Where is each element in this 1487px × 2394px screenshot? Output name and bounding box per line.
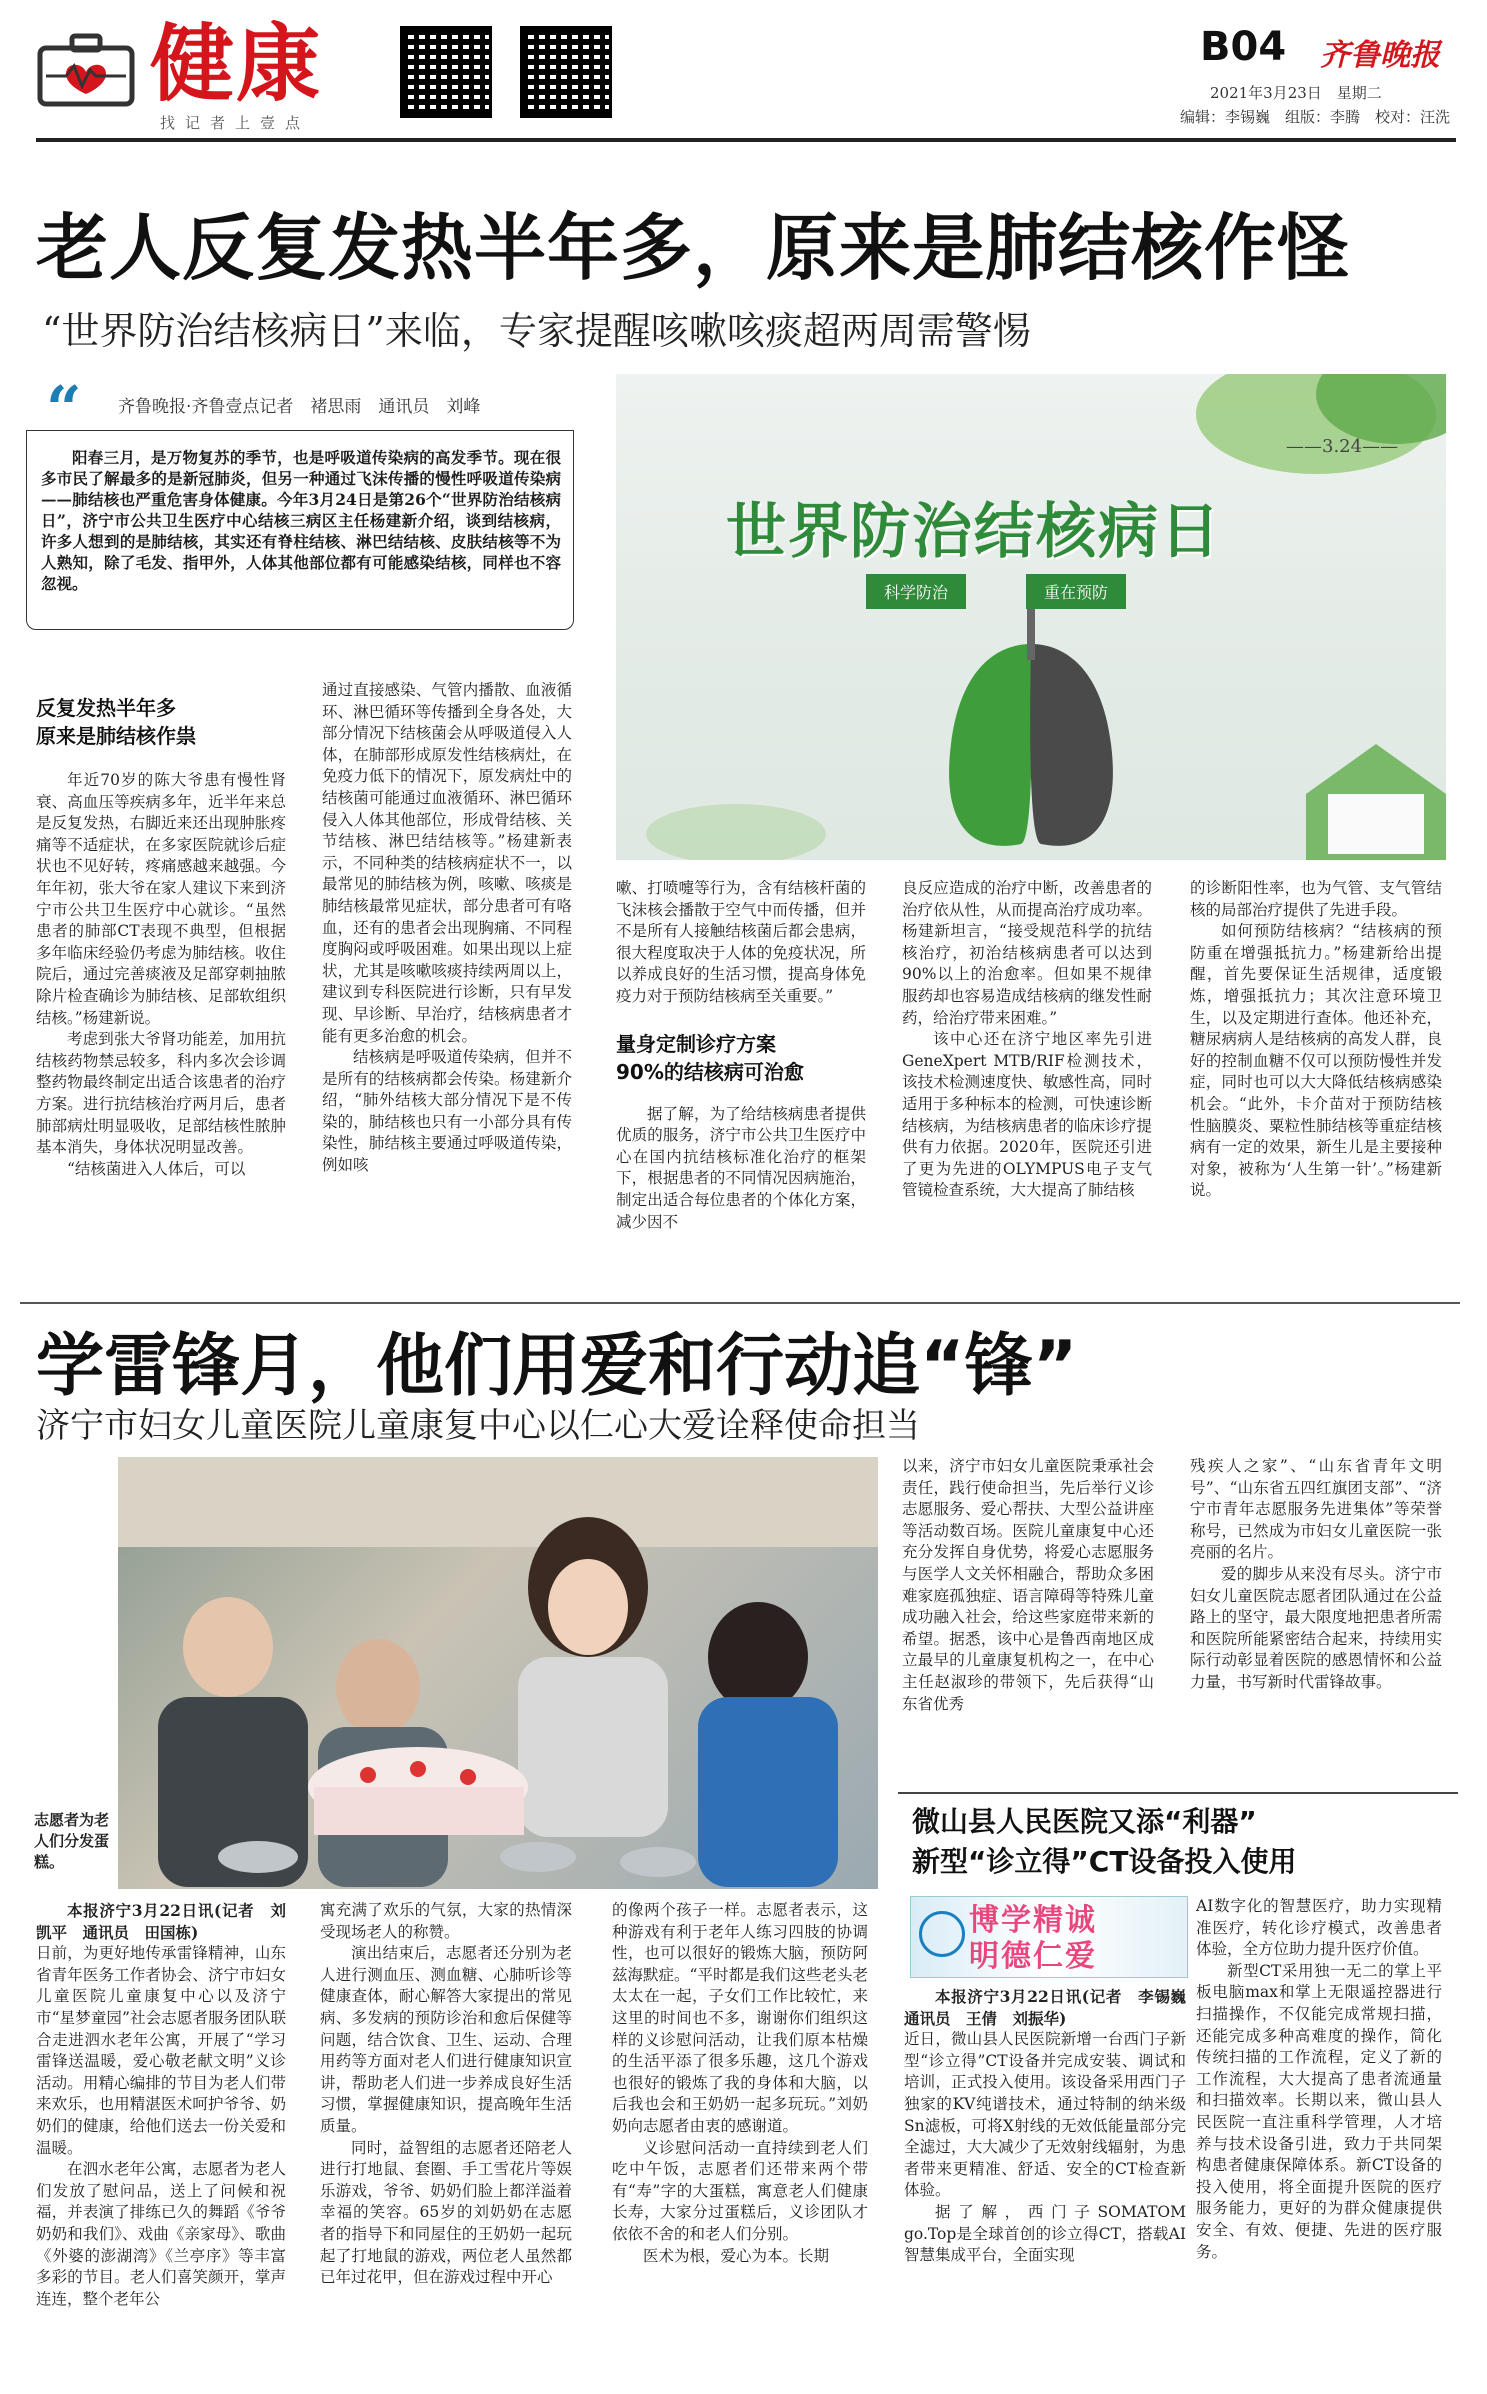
- paragraph: 该中心还在济宁地区率先引进GeneXpert MTB/RIF检测技术，该技术检测速度快、敏感性高，同时适用于多种标本的检测，可快速诊断结核病，为结核病患者的临床诊疗提供有力依据。2020年，医院还引进了更为先进的OLYMPUS电子支气管镜检查系统，大大提高了肺结核: [902, 1030, 1152, 1200]
- story3-headline: 微山县人民医院又添“利器” 新型“诊立得”CT设备投入使用: [912, 1805, 1297, 1878]
- paragraph: 年近70岁的陈大爷患有慢性肾衰、高血压等疾病多年，近半年来总是反复发热，右脚近来还出现肿胀疼痛等不适症状，在多家医院就诊后症状也不见好转，疼痛感越来越强。今年年初，张大爷在家人建议下来到济宁市公共卫生医疗中心就诊。“虽然患者的肺部CT表现不典型，但根据多年临床经验仍考虑为肺结核。收住院后，通过完善痰液及足部穿刺抽脓除片检查确诊为肺结核、足部软组织结核。”杨建新说。: [36, 771, 286, 1027]
- paragraph: 通过直接感染、气管内播散、血液循环、淋巴循环等传播到全身各处，大部分情况下结核菌会从呼吸道侵入人体，在肺部形成原发性结核病灶，在免疫力低下的情况下，原发病灶中的结核菌可能通过血液循环、淋巴循环侵入人体其他部位，形成骨结核、关节结核、淋巴结结核等。”杨建新表示，不同种类的结核病症状不一，以最常见的肺结核为例，咳嗽、咳痰是肺结核最常见症状，部分患者可有咯血，还有的患者会出现胸痛、不同程度胸闷或呼吸困难。如果出现以上症状，尤其是咳嗽咳痰持续两周以上，建议到专科医院进行诊断，只有早发现、早诊断、早治疗，结核病患者才能有更多治愈的机会。: [322, 681, 572, 1045]
- paragraph: 残疾人之家”、“山东省青年文明号”、“山东省五四红旗团支部”、“济宁市青年志愿服务先进集体”等荣誉称号，已然成为市妇女儿童医院一张亮丽的名片。: [1190, 1457, 1442, 1562]
- qr-code-icon[interactable]: [400, 26, 492, 118]
- page-number: B04: [1200, 24, 1287, 70]
- story3-dateline: 本报济宁3月22日讯(记者 李锡巍 通讯员 王倩 刘振华): [904, 1987, 1202, 2028]
- qr-code-icon[interactable]: [520, 26, 612, 118]
- section-title: 健康: [150, 15, 323, 113]
- story1-subheadline: “世界防治结核病日”来临，专家提醒咳嗽咳痰超两周需警惕: [42, 309, 1031, 353]
- story1-column-4: [902, 878, 1152, 1202]
- newspaper-name: 齐鲁晚报: [1320, 38, 1440, 73]
- hospital-sign-photo: [910, 1896, 1188, 1978]
- paragraph: 良反应造成的治疗中断，改善患者的治疗依从性，从而提高治疗成功率。杨建新坦言，“接受规范科学的抗结核治疗，初治结核病患者可以达到90%以上的治愈率。但如果不规律服药却也容易造成结核病的继发性耐药，给治疗带来困难。”: [902, 879, 1152, 1027]
- story-divider: [898, 1792, 1458, 1794]
- hospital-motto: 博学精诚 明德仁爱: [969, 1903, 1097, 1974]
- hero-tag-prevention: 科学防治: [866, 574, 966, 609]
- story1-lead: 阳春三月，是万物复苏的季节，也是呼吸道传染病的高发季节。现在很多市民了解最多的是新冠肺炎，但另一种通过飞沫传播的慢性呼吸道传染病——肺结核也严重危害身体健康。今年3月24日是第26个“世界防治结核病日”，济宁市公共卫生医疗中心结核三病区主任杨建新介绍，谈到结核病，许多人想到的是肺结核，其实还有脊柱结核、淋巴结结核、皮肤结核等不为人熟知，除了毛发、指甲外，人体其他部位都有可能感染结核，同样也不容忽视。: [26, 430, 574, 630]
- story3-column-2: [1196, 1896, 1442, 2263]
- story-divider: [20, 1302, 1460, 1304]
- paragraph: 的像两个孩子一样。志愿者表示，这种游戏有利于老年人练习四肢的协调性，也可以很好的锻炼大脑，预防阿兹海默症。“平时都是我们这些老头老太太在一起，子女们工作比较忙，来这里的时间也不多，谢谢你们组织这样的义诊慰问活动，让我们原本枯燥的生活平添了很多乐趣，这几个游戏也很好的锻炼了我的身体和大脑，以后我也会和王奶奶一起多玩玩。”刘奶奶向志愿者由衷的感谢道。: [612, 1901, 868, 2135]
- paragraph: 寓充满了欢乐的气氛，大家的热情深受现场老人的称赞。: [320, 1901, 572, 1941]
- volunteers-cake-photo: [118, 1457, 878, 1889]
- story2-column-2: [320, 1900, 572, 2289]
- paragraph: “结核菌进入人体后，可以: [67, 1159, 246, 1178]
- editor-credits: 编辑：李锡巍 组版：李腾 校对：汪洗: [1180, 108, 1451, 126]
- hospital-logo-icon: [919, 1911, 965, 1957]
- story1-column-3: [616, 878, 866, 1233]
- photo-caption: 志愿者为老人们分发蛋糕。: [34, 1811, 110, 1871]
- hero-date: ——3.24——: [1286, 436, 1399, 457]
- story2-column-3: [612, 1900, 868, 2267]
- paragraph: 在泗水老年公寓，志愿者为老人们发放了慰问品，送上了问候和祝福，并表演了排练已久的舞蹈《爷爷奶奶和我们》、戏曲《亲家母》、歌曲《外婆的澎湖湾》《兰亭序》等丰富多彩的节目。老人们喜笑颜开，掌声连连，整个老年公: [36, 2160, 286, 2308]
- paragraph: 爱的脚步从来没有尽头。济宁市妇女儿童医院志愿者团队通过在公益路上的坚守，最大限度地把患者所需和医院所能紧密结合起来，持续用实际行动彰显着医院的感恩情怀和公益力量，书写新时代雷锋故事。: [1190, 1564, 1442, 1691]
- paragraph: 近日，微山县人民医院新增一台西门子新型“诊立得”CT设备并完成安装、调试和培训，正式投入使用。该设备采用西门子独家的KV纯谱技术，通过特制的纳米级Sn滤板，可将X射线的无效低能量部分完全滤过，大大减少了无效射线辐射，为患者带来更精准、舒适、安全的CT检查新体验。: [904, 2030, 1186, 2200]
- paragraph: 的诊断阳性率，也为气管、支气管结核的局部治疗提供了先进手段。: [1190, 879, 1442, 919]
- story1-column-5: [1190, 878, 1442, 1202]
- issue-date: 2021年3月23日 星期二: [1210, 84, 1382, 102]
- paragraph: 嗽、打喷嚏等行为，含有结核杆菌的飞沫核会播散于空气中而传播，但并不是所有人接触结核菌后都会患病，很大程度取决于人体的免疫状况，所以养成良好的生活习惯，提高身体免疫力对于预防结核病至关重要。”: [616, 879, 866, 1005]
- story2-dateline: 本报济宁3月22日讯(记者 刘凯平 通讯员 田国栋): [36, 1901, 286, 1942]
- hero-title: 世界防治结核病日: [726, 497, 1222, 567]
- paragraph: 演出结束后，志愿者还分别为老人进行测血压、测血糖、心肺听诊等健康查体，耐心解答大家提出的常见病、多发病的预防诊治和愈后保健等问题，结合饮食、卫生、运动、合理用药等方面对老人们进行健康知识宣讲，帮助老人们进一步养成良好生活习惯，掌握健康知识，提高晚年生活质量。: [320, 1944, 572, 2135]
- paragraph: 以来，济宁市妇女儿童医院秉承社会责任，践行使命担当，先后举行义诊志愿服务、爱心帮扶、大型公益讲座等活动数百场。医院儿童康复中心还充分发挥自身优势，将爱心志愿服务与医学人文关怀相融合，帮助众多困难家庭孤独症、语言障碍等特殊儿童成功融入社会，给这些家庭带来新的希望。据悉，该中心是鲁西南地区成立最早的儿童康复机构之一，在中心主任赵淑珍的带领下，先后获得“山东省优秀: [902, 1457, 1154, 1713]
- story2-subheadline: 济宁市妇女儿童医院儿童康复中心以仁心大爱诠释使命担当: [36, 1406, 920, 1446]
- health-logo-icon: [36, 30, 136, 108]
- paragraph: AI数字化的智慧医疗，助力实现精准医疗，转化诊疗模式，改善患者体验，全方位助力提升医疗价值。: [1196, 1897, 1442, 1959]
- story2-headline: 学雷锋月，他们用爱和行动追“锋”: [36, 1327, 1078, 1406]
- story1-headline: 老人反复发热半年多，原来是肺结核作怪: [36, 206, 1351, 290]
- story1-subhead-1: 反复发热半年多 原来是肺结核作祟: [36, 696, 196, 748]
- paragraph: 医术为根，爱心为本。长期: [643, 2246, 830, 2265]
- photo-illustration: [118, 1457, 878, 1889]
- story1-column-1: [36, 694, 286, 1180]
- story2-column-1: [36, 1900, 286, 2310]
- header-divider: [36, 138, 1456, 142]
- story3-column-1: [904, 1986, 1202, 2267]
- story2-column-5: [1190, 1456, 1442, 1694]
- paragraph: 义诊慰问活动一直持续到老人们吃中午饭，志愿者们还带来两个带有“寿”字的大蛋糕，寓意老人们健康长寿，大家分过蛋糕后，义诊团队才依依不舍的和老人们分别。: [612, 2138, 868, 2243]
- hero-tag-focus: 重在预防: [1026, 574, 1126, 609]
- paragraph: 日前，为更好地传承雷锋精神，山东省青年医务工作者协会、济宁市妇女儿童医院儿童康复中心以及济宁市“星梦童园”社会志愿者服务团队联合走进泗水老年公寓，开展了“学习雷锋送温暖，爱心敬老献文明”义诊活动。用精心编排的节目为老人们带来欢乐，也用精湛医术呵护爷爷、奶奶们的健康，给他们送去一份关爱和温暖。: [36, 1944, 286, 2157]
- paragraph: 考虑到张大爷肾功能差，加用抗结核药物禁忌较多，科内多次会诊调整药物最终制定出适合该患者的治疗方案。进行抗结核治疗两月后，患者肺部病灶明显吸收，足部结核性脓肿基本消失，身体状况明显改善。: [36, 1030, 286, 1157]
- story2-column-4: [902, 1456, 1154, 1715]
- paragraph: 如何预防结核病？“结核病的预防重在增强抵抗力。”杨建新给出提醒，首先要保证生活规律，适度锻炼，增强抵抗力；其次注意环境卫生，以及定期进行查体。他还补充，糖尿病病人是结核病的高发人群，良好的控制血糖不仅可以预防慢性并发症，同时也可以大大降低结核病感染机会。“此外，卡介苗对于预防结核性脑膜炎、粟粒性肺结核等重症结核病有一定的效果，新生儿是主要接种对象，被称为‘人生第一针’。”杨建新说。: [1190, 922, 1442, 1200]
- story1-byline: 齐鲁晚报·齐鲁壹点记者 褚思雨 通讯员 刘峰: [118, 397, 481, 417]
- paragraph: 据了解，为了给结核病患者提供优质的服务，济宁市公共卫生医疗中心在国内抗结核标准化治疗的框架下，根据患者的不同情况因病施治，制定出适合每位患者的个体化方案，减少因不: [616, 1104, 866, 1231]
- story1-column-2: [322, 680, 572, 1177]
- story1-subhead-2: 量身定制诊疗方案 90%的结核病可治愈: [616, 1031, 804, 1084]
- section-subtitle: 找记者上壹点: [160, 114, 311, 132]
- paragraph: 结核病是呼吸道传染病，但并不是所有的结核病都会传染。杨建新介绍，“肺外结核大部分情况下是不传染的，肺结核也只有一小部分具有传染性，肺结核主要通过呼吸道传染，例如咳: [322, 1048, 572, 1175]
- hero-image-tb-day: [616, 374, 1446, 860]
- quote-mark-icon: “: [46, 372, 82, 445]
- paragraph: 同时，益智组的志愿者还陪老人进行打地鼠、套圈、手工雪花片等娱乐游戏，爷爷、奶奶们脸上都洋溢着幸福的笑容。65岁的刘奶奶在志愿者的指导下和同屋住的王奶奶一起玩起了打地鼠的游戏，两位老人虽然都已年过花甲，但在游戏过程中开心: [320, 2138, 572, 2287]
- paragraph: 据了解，西门子SOMATOM go.Top是全球首创的诊立得CT，搭载AI智慧集成平台，全面实现: [904, 2202, 1186, 2265]
- paragraph: 新型CT采用独一无二的掌上平板电脑max和掌上无限遥控器进行扫描操作，不仅能完成常规扫描，还能完成多种高难度的操作，简化传统扫描的工作流程，定义了新的工作流程，大大提高了患者流通量和扫描效率。长期以来，微山县人民医院一直注重科学管理，人才培养与技术设备引进，致力于共同架构患者健康保障体系。新CT设备的投入使用，将全面提升医院的医疗服务能力，更好的为群众健康提供安全、有效、便捷、先进的医疗服务。: [1196, 1961, 1442, 2261]
